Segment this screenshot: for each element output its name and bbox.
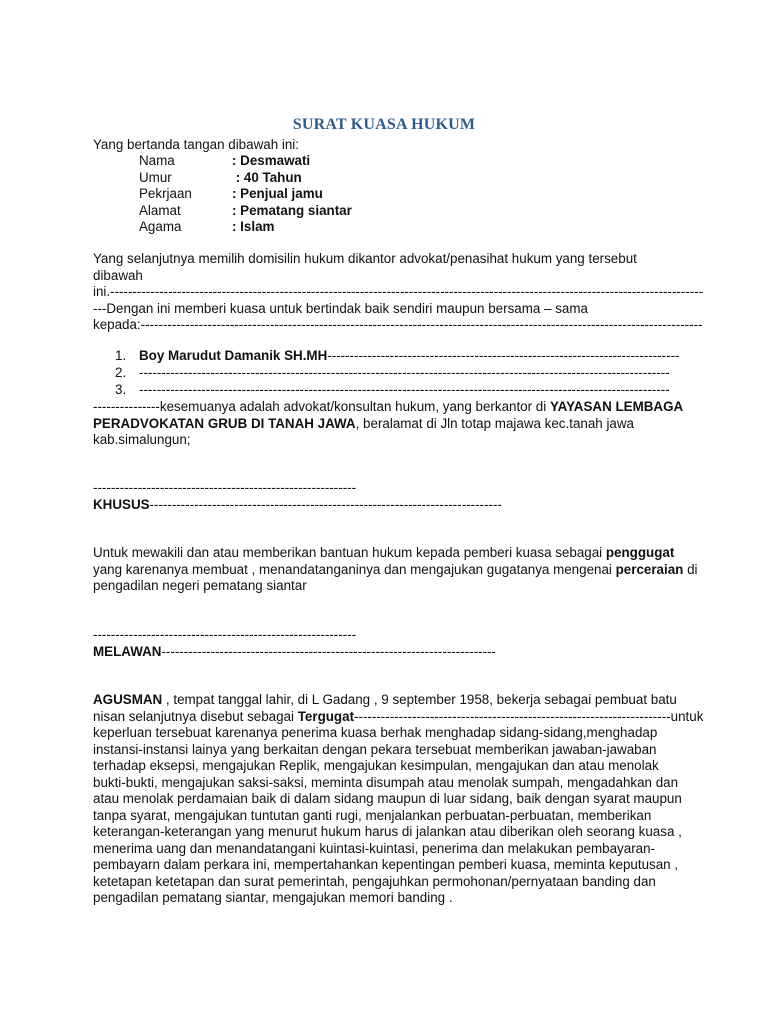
field-label: Pekrjaan xyxy=(139,186,192,201)
untuk-paragraph xyxy=(93,545,698,595)
paragraph-line: ini.------------------------------------------------------------------------------------------------------------------------------------- xyxy=(93,284,704,299)
field-row-agama xyxy=(139,219,352,236)
paragraph-line xyxy=(93,399,684,416)
field-value: : Islam xyxy=(232,219,275,234)
dash-fill: --------------- xyxy=(93,399,160,414)
melawan-section xyxy=(93,627,677,660)
paragraph-text: , beralamat di Jln totap majawa kec.tanah jawa xyxy=(355,415,634,431)
paragraph-text: yang karenanya membuat , menandatanganinya dan mengajukan gugatanya mengenai xyxy=(93,561,616,577)
defendant-name: AGUSMAN xyxy=(93,692,163,707)
office-name: PERADVOKATAN GRUB DI TANAH JAWA xyxy=(93,415,356,431)
paragraph-line: keterangan-keterangan yang menurut hukum harus di jalankan atau diberikan oleh seorang kuasa , xyxy=(93,824,682,839)
paragraph-line xyxy=(93,545,677,562)
office-name: YAYASAN LEMBAGA xyxy=(549,399,684,414)
emphasis: perceraian xyxy=(615,561,684,577)
dash-fill: ----------------------------------------------------------------------------------------------------------------------- xyxy=(139,382,670,397)
heading-label: KHUSUS xyxy=(93,496,150,512)
field-row-pekerjaan xyxy=(139,186,352,203)
list-item xyxy=(115,348,680,365)
intro-line: Yang bertanda tangan dibawah ini: xyxy=(93,137,299,152)
paragraph-line: pengadilan pematang siantar, mengajukan memori banding . xyxy=(93,890,453,905)
section-heading xyxy=(93,497,677,514)
field-label: Alamat xyxy=(139,202,181,218)
list-item xyxy=(115,382,677,399)
section-heading xyxy=(93,644,677,661)
list-item xyxy=(115,365,677,382)
field-row-nama xyxy=(139,153,352,170)
paragraph-text: kesemuanya adalah advokat/konsultan hukum, yang berkantor di xyxy=(159,399,550,414)
field-label: Agama xyxy=(139,219,182,234)
kantor-paragraph xyxy=(93,399,684,449)
field-label: Nama xyxy=(139,153,175,168)
paragraph-line xyxy=(93,708,704,726)
document-title: SURAT KUASA HUKUM xyxy=(292,116,476,133)
paragraph-line xyxy=(93,561,698,579)
paragraph-line: instansi-instansi lainya yang berkaitan dengan pekara tersebuat memberikan jawaban-jawaban xyxy=(93,741,657,757)
field-row-umur xyxy=(139,170,352,187)
paragraph-text: di xyxy=(683,561,698,577)
paragraph-line: keperluan tersebuat karenanya penerima kuasa berhak menghadap sidang-sidang,menghadap xyxy=(93,725,658,740)
emphasis: penggugat xyxy=(605,545,675,560)
paragraph-line: dibawah xyxy=(93,267,143,283)
paragraph-line xyxy=(93,692,677,709)
domisili-paragraph xyxy=(93,251,704,334)
field-row-alamat xyxy=(139,203,352,220)
dash-fill: -----------------------------------------------------------------------untuk xyxy=(354,708,704,724)
paragraph-text: , tempat tanggal lahir, di L Gadang , 9 september 1958, bekerja sebagai pembuat batu xyxy=(162,692,677,707)
dash-fill: --------------------------------------------------------------------------- xyxy=(161,643,496,659)
paragraph-line: ---Dengan ini memberi kuasa untuk bertindak baik sendiri maupun bersama – sama xyxy=(93,300,588,316)
dash-line: ----------------------------------------------------------- xyxy=(93,627,357,642)
dash-line: ----------------------------------------------------------- xyxy=(93,480,357,495)
field-label: Umur xyxy=(139,169,172,185)
heading-label: MELAWAN xyxy=(93,643,162,659)
agusman-paragraph xyxy=(93,692,704,907)
dash-fill: ------------------------------------------------------------------------------- xyxy=(149,496,502,512)
field-value: : Desmawati xyxy=(232,153,311,168)
lawyer-name: Boy Marudut Damanik SH.MH xyxy=(139,348,328,363)
list-number: 3. xyxy=(115,382,127,397)
field-value: : Penjual jamu xyxy=(232,186,323,201)
list-number: 2. xyxy=(115,365,127,380)
paragraph-line: kab.simalungun; xyxy=(93,432,191,447)
paragraph-line: bukti-bukti, mengajukan saksi-saksi, meminta disumpah atau menolak sumpah, mengadahkan dan xyxy=(93,774,679,790)
paragraph-line: tanpa syarat, mengajukan tuntutan ganti rugi, menjalankan perbuatan-perbuatan, memberikan xyxy=(93,807,652,823)
paragraph-line: terhadap eksepsi, mengajukan Replik, mengajukan kesimpulan, mengajukan dan atau menolak xyxy=(93,758,659,773)
field-value: : Pematang siantar xyxy=(232,202,352,218)
paragraph-line: Yang selanjutnya memilih domisilin hukum dikantor advokat/penasihat hukum yang tersebut xyxy=(93,251,637,266)
paragraph-text: nisan selanjutnya disebut sebagai xyxy=(93,708,298,724)
identity-fields xyxy=(139,153,352,236)
list-number: 1. xyxy=(115,348,127,363)
paragraph-line xyxy=(93,416,677,433)
paragraph-line: pengadilan negeri pematang siantar xyxy=(93,578,307,593)
paragraph-line: kepada:------------------------------------------------------------------------------------------------------------------------------ xyxy=(93,317,703,332)
paragraph-line: pembayarn dalam perkara ini, mempertahankan kepentingan pemberi kuasa, meminta keputusan , xyxy=(93,857,679,872)
paragraph-line: ketetapan ketetapan dan surat pemerintah, pengajuhkan permohonan/pernyataan banding dan xyxy=(93,873,656,889)
emphasis: Tergugat xyxy=(297,708,355,724)
lawyer-list xyxy=(115,348,680,399)
paragraph-line: atau menolak perdamaian baik di dalam sidang maupun di luar sidang, baik dengan syarat maupun xyxy=(93,791,682,806)
paragraph-line: menerima uang dan menandatangani kuintasi-kuintasi, penerima dan melakukan pembayaran- xyxy=(93,840,656,856)
field-value: : 40 Tahun xyxy=(232,169,302,185)
dash-fill: ------------------------------------------------------------------------------- xyxy=(327,348,680,363)
khusus-section xyxy=(93,480,677,513)
paragraph-text: Untuk mewakili dan atau memberikan bantuan hukum kepada pemberi kuasa sebagai xyxy=(93,545,606,560)
dash-fill: ----------------------------------------------------------------------------------------------------------------------- xyxy=(139,365,670,380)
